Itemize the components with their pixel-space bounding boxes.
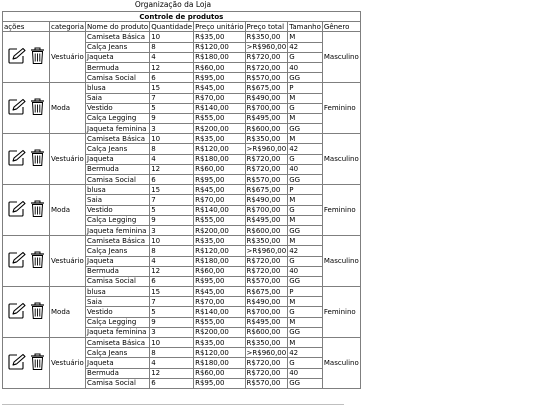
cell-quantity: 10 (150, 236, 194, 246)
cell-unit-price: R$95,00 (194, 276, 245, 286)
cell-total-price: R$720,00 (245, 256, 288, 266)
cell-quantity: 5 (150, 307, 194, 317)
cell-quantity: 6 (150, 73, 194, 83)
cell-total-price: R$570,00 (245, 378, 288, 388)
cell-total-price: R$675,00 (245, 83, 288, 93)
cell-size: 42 (288, 144, 323, 154)
cell-total-price: >R$960,00 (246, 348, 287, 357)
cell-unit-price: R$120,00 (194, 348, 245, 358)
cell-size: 40 (288, 266, 323, 276)
cell-unit-price: R$55,00 (194, 215, 245, 225)
col-header-quantidade: Quantidade (151, 22, 193, 31)
cell-name: Jaqueta feminina (86, 124, 150, 134)
cell-size: GG (288, 124, 323, 134)
cell-unit-price: R$120,00 (194, 246, 245, 256)
cell-total-price: R$720,00 (245, 62, 288, 72)
cell-unit-price: R$35,00 (194, 236, 245, 246)
cell-total-price: R$600,00 (245, 327, 288, 337)
cell-size: 42 (288, 42, 323, 52)
category-cell: Moda (50, 287, 86, 338)
gender-cell: Feminino (322, 83, 360, 134)
cell-unit-price: R$70,00 (194, 93, 245, 103)
cell-unit-price: R$45,00 (194, 185, 245, 195)
cell-name: Calça Jeans (86, 348, 150, 358)
cell-size: GG (288, 327, 323, 337)
cell-total-price: R$350,00 (245, 236, 288, 246)
cell-quantity: 15 (150, 185, 194, 195)
cell-size: G (288, 52, 323, 62)
trash-icon[interactable] (30, 353, 45, 373)
cell-unit-price: R$45,00 (194, 83, 245, 93)
col-header-preco-unitario: Preço unitário (195, 22, 244, 31)
cell-size: M (288, 195, 323, 205)
cell-unit-price: R$60,00 (194, 164, 245, 174)
row-actions-cell (3, 236, 50, 287)
cell-name: Bermuda (86, 62, 150, 72)
category-cell: Vestuário (50, 32, 86, 83)
cell-unit-price: R$180,00 (194, 154, 245, 164)
edit-icon[interactable] (7, 47, 27, 67)
cell-unit-price: R$35,00 (194, 32, 245, 42)
gender-cell: Masculino (322, 236, 360, 287)
cell-unit-price: R$70,00 (194, 195, 245, 205)
cell-quantity: 9 (150, 317, 194, 327)
cell-size: P (288, 83, 323, 93)
table-row (3, 287, 361, 297)
cell-quantity: 4 (150, 154, 194, 164)
cell-quantity: 9 (150, 215, 194, 225)
cell-quantity: 10 (150, 338, 194, 348)
cell-total-price: R$350,00 (245, 32, 288, 42)
cell-total-price: R$720,00 (245, 266, 288, 276)
row-actions-cell (3, 32, 50, 83)
cell-name: Calça Jeans (86, 42, 150, 52)
table-row (3, 32, 361, 42)
cell-quantity: 6 (150, 378, 194, 388)
table-row (3, 134, 361, 144)
col-header-acoes: ações (3, 22, 50, 32)
cell-total-price: R$720,00 (245, 52, 288, 62)
col-header-categoria: categoria (51, 22, 85, 31)
cell-unit-price: R$120,00 (194, 42, 245, 52)
cell-name: Camiseta Básica (86, 32, 150, 42)
products-table (2, 11, 361, 389)
cell-total-price: R$570,00 (245, 175, 288, 185)
cell-name: Vestido (86, 103, 150, 113)
trash-icon[interactable] (30, 149, 45, 169)
cell-name: Camisa Social (86, 378, 150, 388)
row-actions-cell (3, 134, 50, 185)
cell-size: M (288, 32, 323, 42)
cell-total-price: R$350,00 (245, 338, 288, 348)
cell-unit-price: R$200,00 (194, 327, 245, 337)
cell-unit-price: R$180,00 (194, 256, 245, 266)
cell-quantity: 6 (150, 175, 194, 185)
cell-total-price: R$495,00 (245, 113, 288, 123)
cell-unit-price: R$200,00 (194, 124, 245, 134)
cell-name: Camisa Social (86, 175, 150, 185)
cell-unit-price: R$120,00 (194, 144, 245, 154)
cell-unit-price: R$70,00 (194, 297, 245, 307)
cell-unit-price: R$55,00 (194, 113, 245, 123)
cell-name: Bermuda (86, 266, 150, 276)
cell-size: P (288, 287, 323, 297)
cell-size: P (288, 185, 323, 195)
cell-quantity: 5 (150, 205, 194, 215)
trash-icon[interactable] (30, 200, 45, 220)
table-row (3, 83, 361, 93)
cell-name: Bermuda (86, 368, 150, 378)
cell-name: Saia (86, 93, 150, 103)
table-body (3, 32, 361, 389)
cell-size: G (288, 358, 323, 368)
cell-name: Jaqueta (86, 154, 150, 164)
cell-size: M (288, 134, 323, 144)
gender-cell: Masculino (322, 134, 360, 185)
cell-quantity: 8 (150, 42, 194, 52)
cell-quantity: 12 (150, 164, 194, 174)
row-actions-cell (3, 287, 50, 338)
cell-quantity: 3 (150, 225, 194, 235)
cell-name: Calça Legging (86, 215, 150, 225)
cell-unit-price: R$95,00 (194, 378, 245, 388)
trash-icon[interactable] (30, 251, 45, 271)
cell-size: GG (288, 378, 323, 388)
cell-quantity: 15 (150, 287, 194, 297)
cell-name: Jaqueta feminina (86, 225, 150, 235)
category-cell: Vestuário (50, 236, 86, 287)
cell-unit-price: R$60,00 (194, 368, 245, 378)
category-cell: Moda (50, 185, 86, 236)
cell-quantity: 4 (150, 256, 194, 266)
cell-size: G (288, 205, 323, 215)
page-caption: Organização da Loja (134, 0, 212, 9)
cell-unit-price: R$35,00 (194, 134, 245, 144)
cell-total-price: R$495,00 (245, 215, 288, 225)
cell-total-price: R$490,00 (245, 195, 288, 205)
cell-unit-price: R$140,00 (194, 103, 245, 113)
cell-total-price: R$495,00 (245, 317, 288, 327)
cell-total-price: R$490,00 (245, 297, 288, 307)
cell-size: GG (288, 276, 323, 286)
cell-quantity: 15 (150, 83, 194, 93)
cell-name: Saia (86, 297, 150, 307)
cell-size: GG (288, 73, 323, 83)
cell-total-price: R$600,00 (245, 124, 288, 134)
cell-name: Vestido (86, 307, 150, 317)
cell-quantity: 8 (150, 246, 194, 256)
col-header-tamanho: Tamanho (289, 22, 321, 31)
cell-size: 42 (288, 348, 323, 358)
cell-name: Calça Legging (86, 113, 150, 123)
cell-size: 40 (288, 164, 323, 174)
cell-quantity: 6 (150, 276, 194, 286)
cell-quantity: 9 (150, 113, 194, 123)
cell-name: Camiseta Básica (86, 338, 150, 348)
cell-size: M (288, 236, 323, 246)
cell-total-price: R$490,00 (245, 93, 288, 103)
cell-unit-price: R$60,00 (194, 62, 245, 72)
cell-quantity: 12 (150, 368, 194, 378)
cell-name: Jaqueta (86, 358, 150, 368)
cell-total-price: R$570,00 (245, 73, 288, 83)
table-header-row (3, 22, 361, 32)
cell-size: GG (288, 175, 323, 185)
cell-total-price: R$350,00 (245, 134, 288, 144)
cell-name: Calça Jeans (86, 246, 150, 256)
cell-name: Camisa Social (86, 73, 150, 83)
table-title-row (3, 12, 361, 22)
cell-size: M (288, 338, 323, 348)
cell-total-price: R$700,00 (245, 307, 288, 317)
cell-quantity: 7 (150, 195, 194, 205)
col-header-genero: Gênero (322, 22, 360, 32)
cell-quantity: 10 (150, 32, 194, 42)
cell-size: 42 (288, 246, 323, 256)
cell-quantity: 8 (150, 144, 194, 154)
cell-name: blusa (86, 185, 150, 195)
category-cell: Vestuário (50, 134, 86, 185)
cell-quantity: 7 (150, 93, 194, 103)
cell-total-price: R$675,00 (245, 287, 288, 297)
trash-icon[interactable] (30, 302, 45, 322)
table-row (3, 338, 361, 348)
cell-total-price: R$720,00 (245, 164, 288, 174)
cell-size: GG (288, 225, 323, 235)
cell-total-price: R$720,00 (245, 368, 288, 378)
cell-unit-price: R$200,00 (194, 225, 245, 235)
row-actions-cell (3, 338, 50, 389)
cell-total-price: >R$960,00 (246, 43, 287, 52)
col-header-preco-total: Preço total (245, 22, 288, 32)
cell-name: Camiseta Básica (86, 134, 150, 144)
cell-unit-price: R$45,00 (194, 287, 245, 297)
edit-icon[interactable] (7, 353, 27, 373)
cell-size: G (288, 256, 323, 266)
row-actions-cell (3, 185, 50, 236)
cell-size: 40 (288, 368, 323, 378)
cell-quantity: 10 (150, 134, 194, 144)
category-cell: Moda (50, 83, 86, 134)
cell-unit-price: R$180,00 (194, 358, 245, 368)
cell-name: Vestido (86, 205, 150, 215)
table-title: Controle de produtos (3, 12, 361, 22)
cell-name: Camiseta Básica (86, 236, 150, 246)
cell-name: blusa (86, 287, 150, 297)
gender-cell: Masculino (322, 338, 360, 389)
cell-name: Saia (86, 195, 150, 205)
gender-cell: Feminino (322, 185, 360, 236)
cell-unit-price: R$140,00 (194, 205, 245, 215)
cell-total-price: R$600,00 (245, 225, 288, 235)
row-actions-cell (3, 83, 50, 134)
cell-total-price: >R$960,00 (246, 145, 287, 154)
category-cell: Vestuário (50, 338, 86, 389)
cell-quantity: 4 (150, 358, 194, 368)
table-row (3, 236, 361, 246)
cell-size: G (288, 307, 323, 317)
cell-total-price: R$700,00 (245, 103, 288, 113)
cell-name: Jaqueta (86, 256, 150, 266)
cell-unit-price: R$55,00 (194, 317, 245, 327)
cell-quantity: 3 (150, 327, 194, 337)
cell-unit-price: R$140,00 (194, 307, 245, 317)
cell-size: M (288, 113, 323, 123)
cell-size: M (288, 215, 323, 225)
cell-name: Calça Legging (86, 317, 150, 327)
cell-total-price: R$720,00 (245, 154, 288, 164)
cell-quantity: 5 (150, 103, 194, 113)
cell-size: M (288, 93, 323, 103)
cell-unit-price: R$180,00 (194, 52, 245, 62)
trash-icon[interactable] (30, 47, 45, 67)
cell-size: G (288, 103, 323, 113)
cell-name: Jaqueta feminina (86, 327, 150, 337)
cell-size: M (288, 297, 323, 307)
cell-name: blusa (86, 83, 150, 93)
edit-icon[interactable] (7, 149, 27, 169)
cell-size: G (288, 154, 323, 164)
cell-name: Bermuda (86, 164, 150, 174)
cell-name: Jaqueta (86, 52, 150, 62)
edit-icon[interactable] (7, 200, 27, 220)
cell-quantity: 12 (150, 266, 194, 276)
cell-total-price: >R$960,00 (246, 246, 287, 255)
cell-quantity: 7 (150, 297, 194, 307)
cell-unit-price: R$35,00 (194, 338, 245, 348)
edit-icon[interactable] (7, 98, 27, 118)
trash-icon[interactable] (30, 98, 45, 118)
cell-quantity: 8 (150, 348, 194, 358)
cell-unit-price: R$60,00 (194, 266, 245, 276)
cell-quantity: 4 (150, 52, 194, 62)
cell-name: Camisa Social (86, 276, 150, 286)
cell-quantity: 12 (150, 62, 194, 72)
gender-cell: Masculino (322, 32, 360, 83)
cell-unit-price: R$95,00 (194, 175, 245, 185)
cell-total-price: R$675,00 (245, 185, 288, 195)
col-header-nome-produto: Nome do produto (87, 22, 149, 31)
edit-icon[interactable] (7, 302, 27, 322)
cell-unit-price: R$95,00 (194, 73, 245, 83)
cell-quantity: 3 (150, 124, 194, 134)
edit-icon[interactable] (7, 251, 27, 271)
cell-name: Calça Jeans (86, 144, 150, 154)
cell-size: M (288, 317, 323, 327)
cell-size: 40 (288, 62, 323, 72)
cell-total-price: R$720,00 (245, 358, 288, 368)
gender-cell: Feminino (322, 287, 360, 338)
cell-total-price: R$570,00 (245, 276, 288, 286)
table-row (3, 185, 361, 195)
cell-total-price: R$700,00 (245, 205, 288, 215)
